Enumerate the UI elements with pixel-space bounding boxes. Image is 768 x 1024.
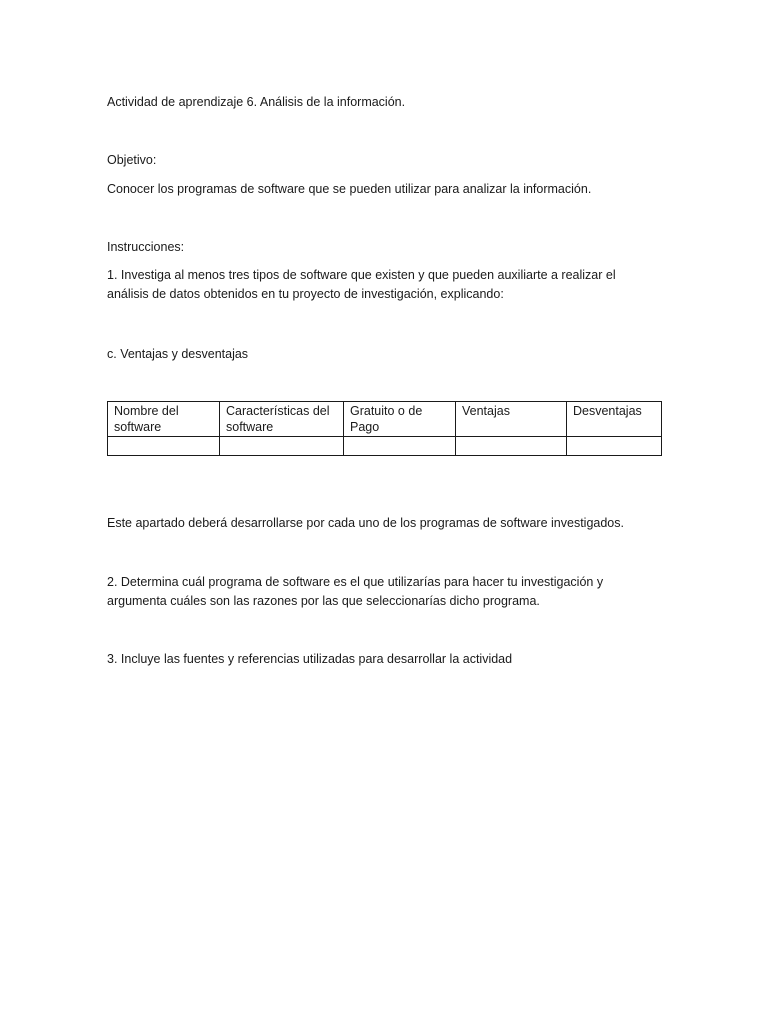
header-advantages: Ventajas <box>456 402 567 437</box>
header-software-features: Características del software <box>220 402 344 437</box>
table-header-row <box>108 402 662 437</box>
instruction-subitem-c: c. Ventajas y desventajas <box>107 347 249 361</box>
header-free-or-paid: Gratuito o de Pago <box>344 402 456 437</box>
table-cell <box>456 437 567 456</box>
instructions-label: Instrucciones: <box>107 240 185 254</box>
table-cell <box>567 437 662 456</box>
instruction-item-3: 3. Incluye las fuentes y referencias utilizadas para desarrollar la actividad <box>107 652 513 666</box>
document-title: Actividad de aprendizaje 6. Análisis de la información. <box>107 95 406 109</box>
header-software-name: Nombre del software <box>108 402 220 437</box>
objective-label: Objetivo: <box>107 153 157 167</box>
table-cell <box>220 437 344 456</box>
table-cell <box>108 437 220 456</box>
table-row <box>108 437 662 456</box>
instruction-item-1-line-1: 1. Investiga al menos tres tipos de software que existen y que pueden auxiliarte a realizar el <box>107 268 616 282</box>
table-note: Este apartado deberá desarrollarse por cada uno de los programas de software investigados. <box>107 516 624 530</box>
header-disadvantages: Desventajas <box>567 402 662 437</box>
instruction-item-2-line-2: argumenta cuáles son las razones por las que seleccionarías dicho programa. <box>107 594 540 608</box>
software-comparison-table <box>107 401 662 456</box>
table-cell <box>344 437 456 456</box>
objective-text: Conocer los programas de software que se pueden utilizar para analizar la información. <box>107 182 592 196</box>
instruction-item-1-line-2: análisis de datos obtenidos en tu proyecto de investigación, explicando: <box>107 287 504 301</box>
instruction-item-2-line-1: 2. Determina cuál programa de software es el que utilizarías para hacer tu investigación y <box>107 575 604 589</box>
